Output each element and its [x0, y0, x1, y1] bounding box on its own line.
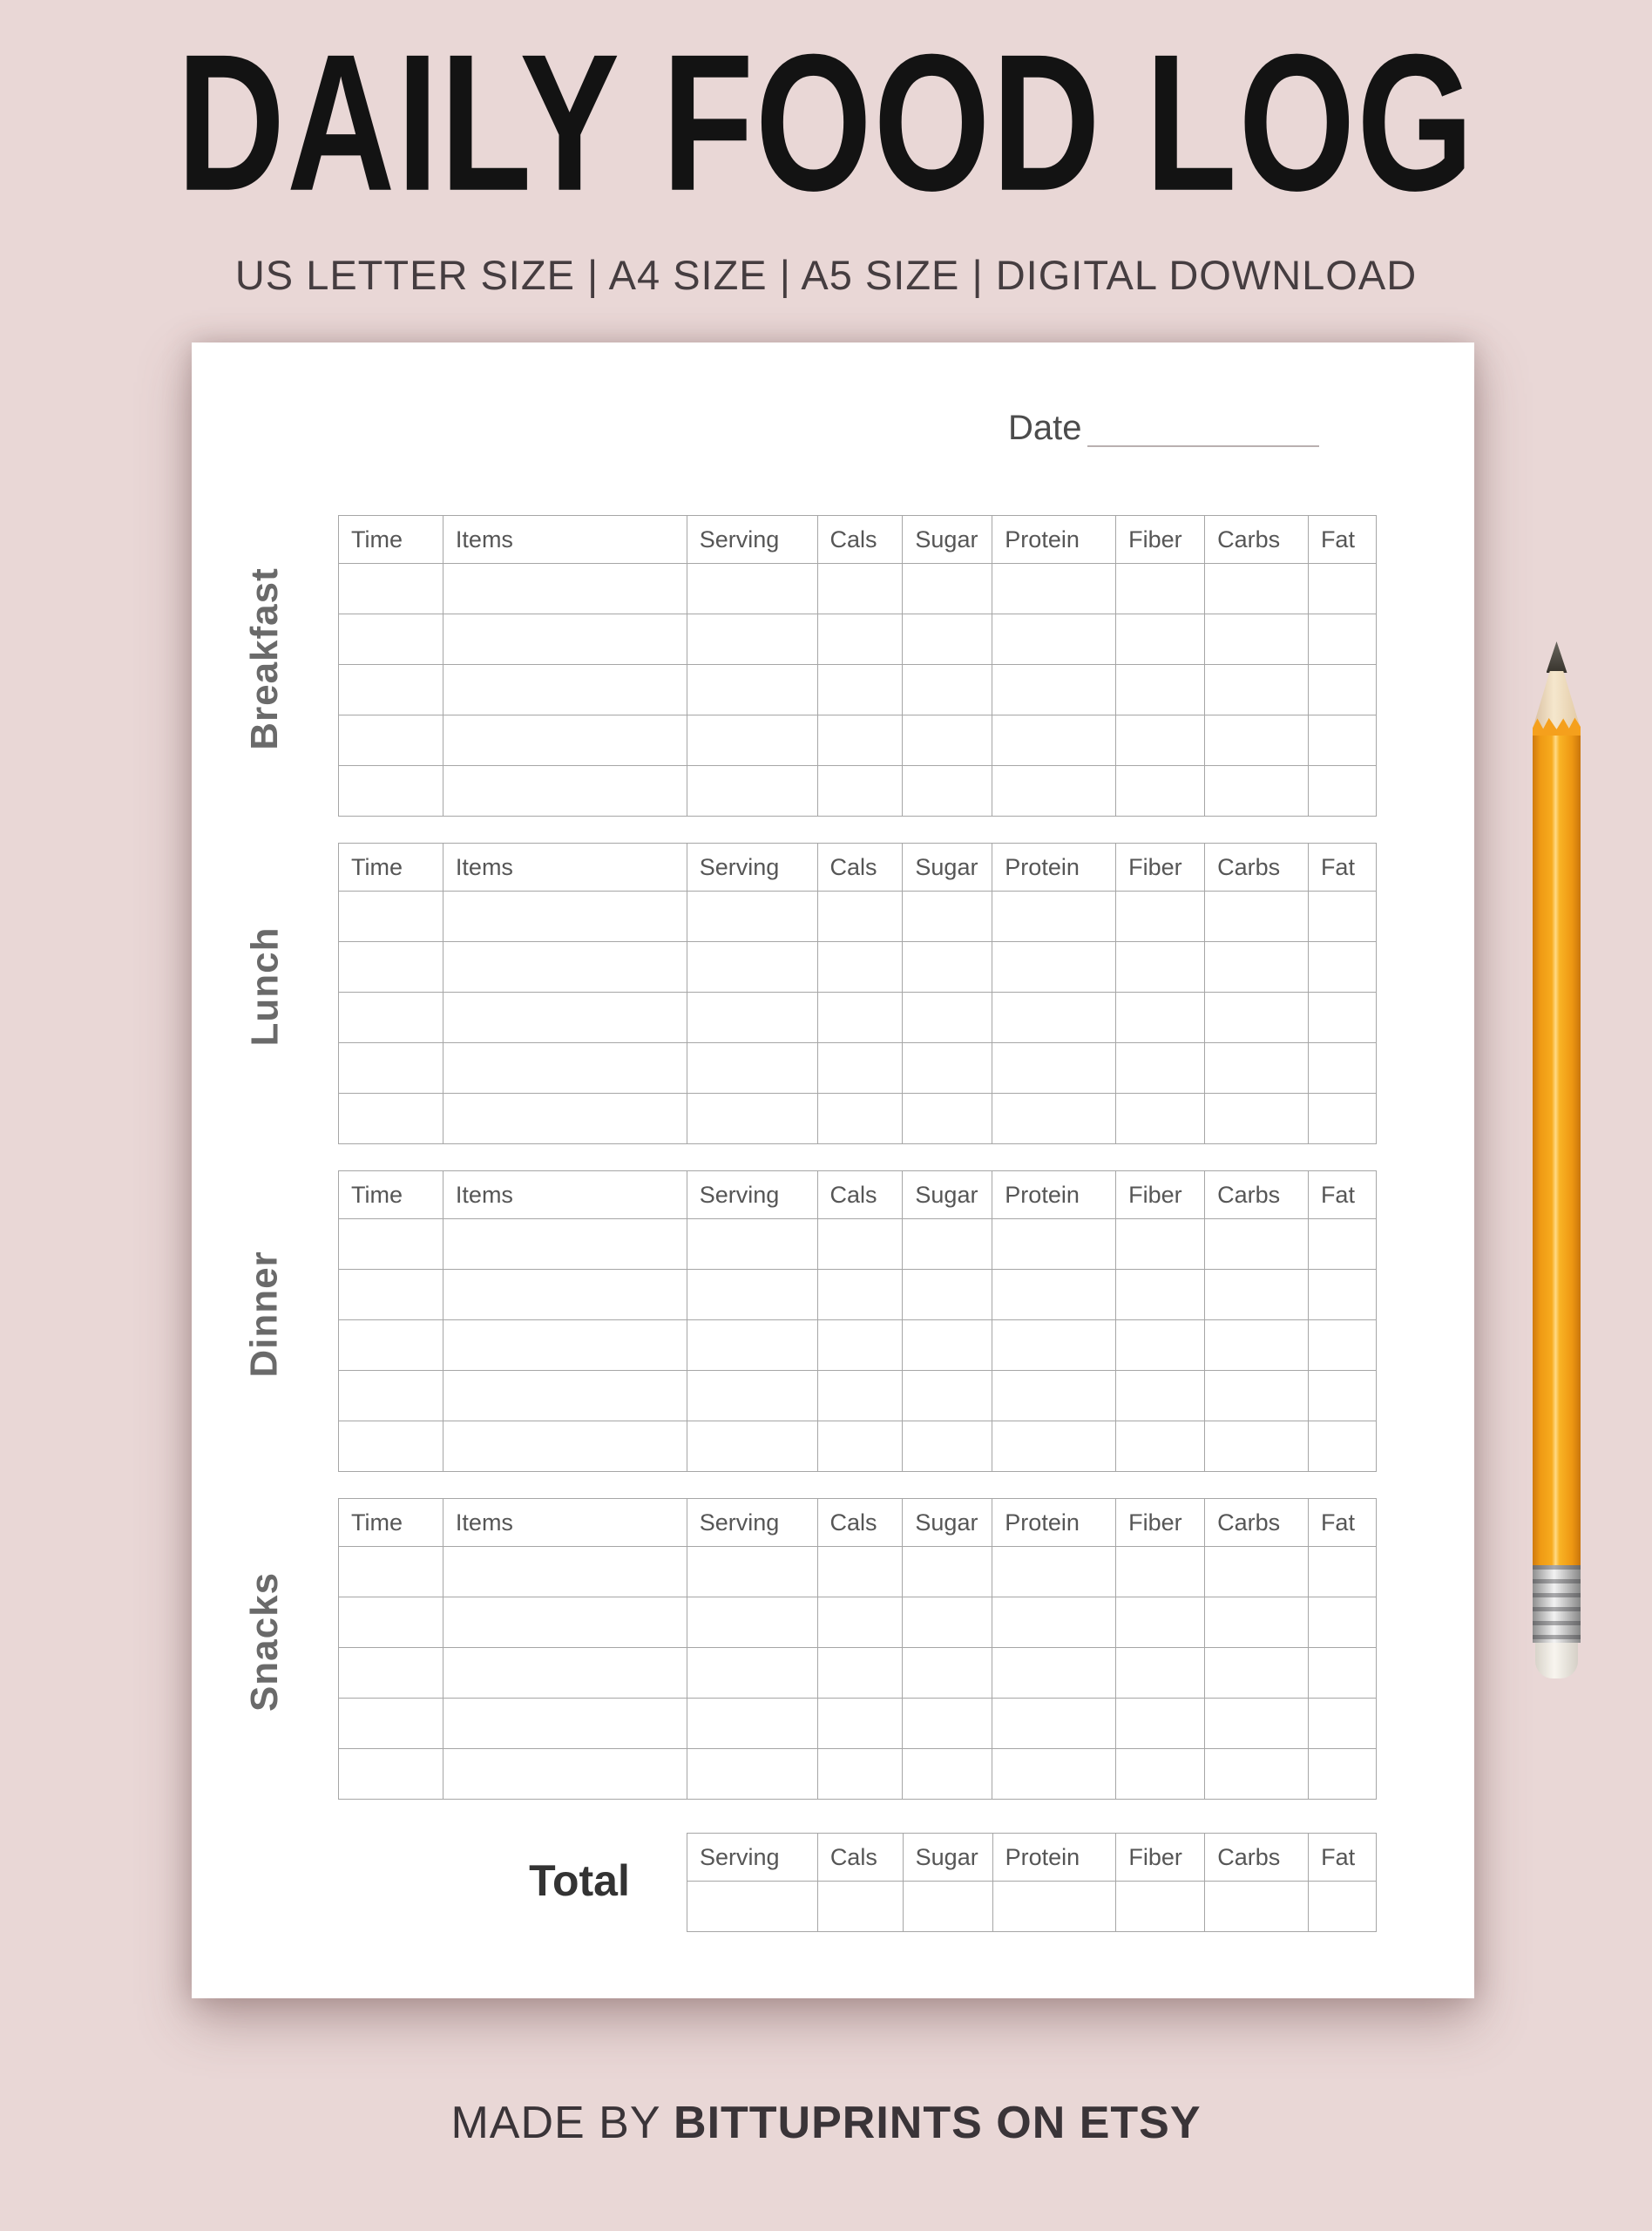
- empty-cell[interactable]: [443, 1597, 687, 1648]
- empty-cell[interactable]: [992, 665, 1116, 715]
- header-row: [339, 844, 1377, 892]
- empty-cell[interactable]: [817, 1749, 903, 1800]
- empty-cell[interactable]: [1116, 1270, 1205, 1320]
- section-lunch: [242, 843, 1377, 1129]
- table-row: [339, 892, 1377, 942]
- empty-cell[interactable]: [687, 665, 817, 715]
- empty-cell[interactable]: [443, 715, 687, 766]
- empty-cell[interactable]: [443, 1371, 687, 1421]
- empty-cell[interactable]: [339, 1043, 443, 1094]
- empty-cell[interactable]: [903, 1421, 992, 1472]
- empty-cell[interactable]: [1308, 1597, 1376, 1648]
- table-row: [339, 1699, 1377, 1749]
- column-header-items: Items: [443, 516, 687, 564]
- empty-cell[interactable]: [1116, 1094, 1205, 1144]
- empty-cell[interactable]: [992, 614, 1116, 665]
- empty-cell[interactable]: [903, 892, 992, 942]
- pencil-graphite-tip-icon: [1547, 641, 1567, 673]
- column-header-fat: Fat: [1308, 516, 1376, 564]
- empty-cell[interactable]: [687, 766, 817, 817]
- table-row: [687, 1882, 1377, 1932]
- empty-cell[interactable]: [992, 1320, 1116, 1371]
- empty-cell[interactable]: [817, 1043, 903, 1094]
- empty-cell[interactable]: [992, 1597, 1116, 1648]
- empty-cell[interactable]: [1116, 1043, 1205, 1094]
- table-row: [339, 1547, 1377, 1597]
- empty-cell[interactable]: [1205, 993, 1309, 1043]
- empty-cell[interactable]: [687, 564, 817, 614]
- empty-cell[interactable]: [903, 1371, 992, 1421]
- empty-cell[interactable]: [1308, 1320, 1376, 1371]
- empty-cell[interactable]: [443, 665, 687, 715]
- section-label-container: [192, 843, 338, 1129]
- empty-cell[interactable]: [992, 892, 1116, 942]
- table-row: [339, 942, 1377, 993]
- empty-cell[interactable]: [339, 993, 443, 1043]
- empty-cell[interactable]: [1116, 1320, 1205, 1371]
- column-header-serving: Serving: [687, 1499, 817, 1547]
- table-row: [339, 1749, 1377, 1800]
- empty-cell[interactable]: [1116, 766, 1205, 817]
- empty-cell[interactable]: [1308, 942, 1376, 993]
- empty-cell[interactable]: [687, 1043, 817, 1094]
- table-row: [339, 1371, 1377, 1421]
- column-header-carbs: Carbs: [1205, 1499, 1309, 1547]
- empty-cell[interactable]: [903, 1648, 992, 1699]
- table-row: [339, 1094, 1377, 1144]
- empty-cell[interactable]: [443, 1219, 687, 1270]
- section-dinner: [242, 1170, 1377, 1457]
- column-header-serving: Serving: [687, 1171, 817, 1219]
- table-row: [339, 1219, 1377, 1270]
- snacks-table: [338, 1498, 1377, 1800]
- empty-cell[interactable]: [687, 614, 817, 665]
- column-header-time: Time: [339, 844, 443, 892]
- empty-cell[interactable]: [1308, 1094, 1376, 1144]
- column-header-carbs: Carbs: [1205, 1171, 1309, 1219]
- empty-cell[interactable]: [687, 1270, 817, 1320]
- empty-cell[interactable]: [1116, 1219, 1205, 1270]
- empty-cell[interactable]: [687, 1547, 817, 1597]
- table-row: [339, 1648, 1377, 1699]
- empty-cell[interactable]: [1308, 1270, 1376, 1320]
- column-header-items: Items: [443, 1171, 687, 1219]
- empty-cell[interactable]: [687, 1749, 817, 1800]
- empty-cell[interactable]: [1308, 1547, 1376, 1597]
- column-header-serving: Serving: [687, 844, 817, 892]
- empty-cell[interactable]: [903, 1043, 992, 1094]
- column-header-cals: Cals: [817, 1499, 903, 1547]
- empty-cell[interactable]: [339, 564, 443, 614]
- total-label: Total: [529, 1856, 630, 1905]
- table-row: [339, 1320, 1377, 1371]
- empty-cell[interactable]: [903, 1547, 992, 1597]
- food-log-sheet: [192, 342, 1474, 1998]
- empty-cell[interactable]: [1308, 993, 1376, 1043]
- table-row: [339, 665, 1377, 715]
- empty-cell[interactable]: [339, 942, 443, 993]
- pencil-ferrule: [1533, 1565, 1581, 1643]
- empty-cell[interactable]: [687, 1699, 817, 1749]
- empty-cell[interactable]: [992, 1421, 1116, 1472]
- pencil-illustration: [1533, 641, 1581, 1678]
- empty-cell[interactable]: [687, 715, 817, 766]
- empty-cell[interactable]: [903, 1749, 992, 1800]
- empty-cell[interactable]: [443, 1749, 687, 1800]
- empty-cell[interactable]: [1308, 1648, 1376, 1699]
- empty-cell[interactable]: [992, 1882, 1116, 1932]
- empty-cell[interactable]: [1308, 766, 1376, 817]
- empty-cell[interactable]: [339, 1219, 443, 1270]
- empty-cell[interactable]: [903, 715, 992, 766]
- column-header-fiber: Fiber: [1116, 1171, 1205, 1219]
- page-title: DAILY FOOD LOG: [176, 14, 1476, 232]
- lunch-table: [338, 843, 1377, 1144]
- empty-cell[interactable]: [817, 614, 903, 665]
- empty-cell[interactable]: [1205, 892, 1309, 942]
- empty-cell[interactable]: [1308, 614, 1376, 665]
- section-label: Dinner: [242, 1250, 286, 1378]
- empty-cell[interactable]: [817, 993, 903, 1043]
- empty-cell[interactable]: [1116, 564, 1205, 614]
- empty-cell[interactable]: [1116, 1597, 1205, 1648]
- empty-cell[interactable]: [339, 1597, 443, 1648]
- table-row: [339, 1043, 1377, 1094]
- column-header-protein: Protein: [992, 1499, 1116, 1547]
- table-row: [339, 1421, 1377, 1472]
- empty-cell[interactable]: [1116, 665, 1205, 715]
- empty-cell[interactable]: [817, 1270, 903, 1320]
- empty-cell[interactable]: [1205, 1749, 1309, 1800]
- empty-cell[interactable]: [1116, 993, 1205, 1043]
- column-header-cals: Cals: [817, 1834, 903, 1882]
- empty-cell[interactable]: [817, 766, 903, 817]
- empty-cell[interactable]: [687, 942, 817, 993]
- table-row: [339, 1270, 1377, 1320]
- column-header-cals: Cals: [817, 516, 903, 564]
- empty-cell[interactable]: [903, 766, 992, 817]
- empty-cell[interactable]: [817, 564, 903, 614]
- column-header-serving: Serving: [687, 516, 817, 564]
- empty-cell[interactable]: [687, 1094, 817, 1144]
- empty-cell[interactable]: [443, 766, 687, 817]
- empty-cell[interactable]: [443, 1270, 687, 1320]
- empty-cell[interactable]: [687, 1882, 818, 1932]
- footer-credit: [0, 2097, 1652, 2149]
- empty-cell[interactable]: [1205, 1421, 1309, 1472]
- breakfast-table: [338, 515, 1377, 817]
- column-header-fiber: Fiber: [1116, 1834, 1205, 1882]
- empty-cell[interactable]: [1308, 1421, 1376, 1472]
- footer-brand: BITTUPRINTS ON ETSY: [674, 2098, 1202, 2148]
- empty-cell[interactable]: [443, 1699, 687, 1749]
- empty-cell[interactable]: [817, 665, 903, 715]
- empty-cell[interactable]: [687, 1421, 817, 1472]
- empty-cell[interactable]: [817, 892, 903, 942]
- empty-cell[interactable]: [339, 1749, 443, 1800]
- column-header-fat: Fat: [1308, 1499, 1376, 1547]
- empty-cell[interactable]: [992, 1648, 1116, 1699]
- empty-cell[interactable]: [1308, 564, 1376, 614]
- column-header-sugar: Sugar: [903, 1499, 992, 1547]
- empty-cell[interactable]: [443, 942, 687, 993]
- empty-cell[interactable]: [903, 564, 992, 614]
- empty-cell[interactable]: [1116, 1699, 1205, 1749]
- empty-cell[interactable]: [1308, 1043, 1376, 1094]
- column-header-protein: Protein: [992, 516, 1116, 564]
- column-header-items: Items: [443, 1499, 687, 1547]
- column-header-sugar: Sugar: [903, 844, 992, 892]
- empty-cell[interactable]: [1205, 1270, 1309, 1320]
- column-header-fiber: Fiber: [1116, 1499, 1205, 1547]
- empty-cell[interactable]: [817, 1882, 903, 1932]
- empty-cell[interactable]: [1205, 1597, 1309, 1648]
- empty-cell[interactable]: [1205, 564, 1309, 614]
- empty-cell[interactable]: [992, 1547, 1116, 1597]
- empty-cell[interactable]: [339, 1270, 443, 1320]
- empty-cell[interactable]: [443, 564, 687, 614]
- empty-cell[interactable]: [443, 993, 687, 1043]
- empty-cell[interactable]: [817, 1597, 903, 1648]
- column-header-fiber: Fiber: [1116, 844, 1205, 892]
- empty-cell[interactable]: [992, 1749, 1116, 1800]
- empty-cell[interactable]: [903, 1094, 992, 1144]
- page-subtitle: US LETTER SIZE | A4 SIZE | A5 SIZE | DIGITAL DOWNLOAD: [234, 252, 1418, 298]
- empty-cell[interactable]: [1116, 1648, 1205, 1699]
- column-header-protein: Protein: [992, 1834, 1116, 1882]
- empty-cell[interactable]: [992, 564, 1116, 614]
- empty-cell[interactable]: [992, 715, 1116, 766]
- empty-cell[interactable]: [1205, 1371, 1309, 1421]
- empty-cell[interactable]: [817, 1699, 903, 1749]
- table-row: [339, 766, 1377, 817]
- empty-cell[interactable]: [339, 1547, 443, 1597]
- empty-cell[interactable]: [817, 942, 903, 993]
- empty-cell[interactable]: [1205, 1648, 1309, 1699]
- date-label: Date: [1008, 409, 1082, 447]
- column-header-carbs: Carbs: [1205, 516, 1309, 564]
- section-label-container: [192, 515, 338, 802]
- empty-cell[interactable]: [443, 1043, 687, 1094]
- column-header-sugar: Sugar: [903, 1171, 992, 1219]
- column-header-sugar: Sugar: [903, 516, 992, 564]
- column-header-carbs: Carbs: [1205, 844, 1309, 892]
- empty-cell[interactable]: [1116, 1371, 1205, 1421]
- empty-cell[interactable]: [992, 1094, 1116, 1144]
- empty-cell[interactable]: [687, 1597, 817, 1648]
- total-section: [529, 1833, 1377, 1929]
- section-label: Breakfast: [243, 566, 286, 750]
- empty-cell[interactable]: [1308, 715, 1376, 766]
- empty-cell[interactable]: [443, 1648, 687, 1699]
- empty-cell[interactable]: [903, 665, 992, 715]
- pencil-wood-cone: [1533, 671, 1581, 729]
- table-row: [339, 715, 1377, 766]
- empty-cell[interactable]: [339, 892, 443, 942]
- section-label: Snacks: [242, 1571, 286, 1712]
- empty-cell[interactable]: [443, 614, 687, 665]
- empty-cell[interactable]: [1205, 1320, 1309, 1371]
- empty-cell[interactable]: [1116, 1421, 1205, 1472]
- empty-cell[interactable]: [817, 1371, 903, 1421]
- empty-cell[interactable]: [1205, 1043, 1309, 1094]
- date-fill-line[interactable]: [1087, 412, 1319, 447]
- empty-cell[interactable]: [817, 1648, 903, 1699]
- empty-cell[interactable]: [992, 1699, 1116, 1749]
- empty-cell[interactable]: [817, 1547, 903, 1597]
- empty-cell[interactable]: [903, 942, 992, 993]
- empty-cell[interactable]: [339, 715, 443, 766]
- column-header-time: Time: [339, 1171, 443, 1219]
- empty-cell[interactable]: [817, 1320, 903, 1371]
- section-label-container: [192, 1498, 338, 1785]
- empty-cell[interactable]: [339, 614, 443, 665]
- empty-cell[interactable]: [1308, 1219, 1376, 1270]
- table-row: [339, 1597, 1377, 1648]
- column-header-protein: Protein: [992, 1171, 1116, 1219]
- column-header-fat: Fat: [1308, 844, 1376, 892]
- empty-cell[interactable]: [1205, 942, 1309, 993]
- header-row: [339, 1171, 1377, 1219]
- column-header-cals: Cals: [817, 1171, 903, 1219]
- empty-cell[interactable]: [1116, 1749, 1205, 1800]
- empty-cell[interactable]: [903, 1270, 992, 1320]
- empty-cell[interactable]: [687, 1219, 817, 1270]
- section-breakfast: [243, 515, 1377, 802]
- column-header-fiber: Fiber: [1116, 516, 1205, 564]
- empty-cell[interactable]: [443, 1547, 687, 1597]
- empty-cell[interactable]: [992, 1219, 1116, 1270]
- empty-cell[interactable]: [687, 1371, 817, 1421]
- total-table: [687, 1833, 1377, 1932]
- empty-cell[interactable]: [443, 892, 687, 942]
- meal-sections: [242, 515, 1377, 1826]
- empty-cell[interactable]: [1309, 1882, 1377, 1932]
- empty-cell[interactable]: [992, 1043, 1116, 1094]
- empty-cell[interactable]: [687, 993, 817, 1043]
- empty-cell[interactable]: [1308, 1699, 1376, 1749]
- column-header-time: Time: [339, 516, 443, 564]
- empty-cell[interactable]: [1308, 892, 1376, 942]
- empty-cell[interactable]: [1308, 665, 1376, 715]
- column-header-items: Items: [443, 844, 687, 892]
- empty-cell[interactable]: [1308, 1371, 1376, 1421]
- column-header-serving: Serving: [687, 1834, 818, 1882]
- empty-cell[interactable]: [903, 1219, 992, 1270]
- table-row: [339, 993, 1377, 1043]
- empty-cell[interactable]: [1116, 614, 1205, 665]
- empty-cell[interactable]: [903, 1882, 992, 1932]
- empty-cell[interactable]: [1205, 1094, 1309, 1144]
- empty-cell[interactable]: [1205, 665, 1309, 715]
- pencil-body: [1533, 736, 1581, 1565]
- empty-cell[interactable]: [992, 942, 1116, 993]
- column-header-fat: Fat: [1308, 1171, 1376, 1219]
- empty-cell[interactable]: [339, 1320, 443, 1371]
- header-row: [339, 1499, 1377, 1547]
- section-label-container: [192, 1170, 338, 1457]
- column-header-carbs: Carbs: [1205, 1834, 1309, 1882]
- empty-cell[interactable]: [1116, 1882, 1205, 1932]
- empty-cell[interactable]: [903, 614, 992, 665]
- empty-cell[interactable]: [1205, 1882, 1309, 1932]
- empty-cell[interactable]: [992, 1270, 1116, 1320]
- empty-cell[interactable]: [339, 1094, 443, 1144]
- empty-cell[interactable]: [339, 1421, 443, 1472]
- empty-cell[interactable]: [1116, 892, 1205, 942]
- pencil-eraser: [1535, 1643, 1578, 1678]
- column-header-protein: Protein: [992, 844, 1116, 892]
- empty-cell[interactable]: [1116, 715, 1205, 766]
- empty-cell[interactable]: [817, 715, 903, 766]
- empty-cell[interactable]: [992, 766, 1116, 817]
- section-label: Lunch: [242, 926, 286, 1046]
- empty-cell[interactable]: [1116, 942, 1205, 993]
- empty-cell[interactable]: [1205, 1699, 1309, 1749]
- empty-cell[interactable]: [1205, 766, 1309, 817]
- empty-cell[interactable]: [992, 1371, 1116, 1421]
- empty-cell[interactable]: [443, 1320, 687, 1371]
- empty-cell[interactable]: [339, 766, 443, 817]
- column-header-cals: Cals: [817, 844, 903, 892]
- empty-cell[interactable]: [687, 1320, 817, 1371]
- table-row: [339, 614, 1377, 665]
- empty-cell[interactable]: [339, 1699, 443, 1749]
- empty-cell[interactable]: [817, 1219, 903, 1270]
- empty-cell[interactable]: [1308, 1749, 1376, 1800]
- empty-cell[interactable]: [903, 1699, 992, 1749]
- column-header-fat: Fat: [1309, 1834, 1377, 1882]
- table-row: [339, 564, 1377, 614]
- empty-cell[interactable]: [687, 1648, 817, 1699]
- empty-cell[interactable]: [443, 1421, 687, 1472]
- empty-cell[interactable]: [1116, 1547, 1205, 1597]
- footer-prefix: MADE BY: [450, 2098, 674, 2148]
- empty-cell[interactable]: [992, 993, 1116, 1043]
- empty-cell[interactable]: [339, 1371, 443, 1421]
- header-row: [687, 1834, 1377, 1882]
- empty-cell[interactable]: [687, 892, 817, 942]
- empty-cell[interactable]: [1205, 614, 1309, 665]
- empty-cell[interactable]: [339, 665, 443, 715]
- dinner-table: [338, 1170, 1377, 1472]
- empty-cell[interactable]: [1205, 715, 1309, 766]
- empty-cell[interactable]: [817, 1094, 903, 1144]
- empty-cell[interactable]: [903, 1320, 992, 1371]
- empty-cell[interactable]: [1205, 1219, 1309, 1270]
- header-row: [339, 516, 1377, 564]
- empty-cell[interactable]: [817, 1421, 903, 1472]
- column-header-time: Time: [339, 1499, 443, 1547]
- empty-cell[interactable]: [339, 1648, 443, 1699]
- empty-cell[interactable]: [903, 993, 992, 1043]
- empty-cell[interactable]: [903, 1597, 992, 1648]
- section-snacks: [242, 1498, 1377, 1785]
- column-header-sugar: Sugar: [903, 1834, 992, 1882]
- empty-cell[interactable]: [443, 1094, 687, 1144]
- empty-cell[interactable]: [1205, 1547, 1309, 1597]
